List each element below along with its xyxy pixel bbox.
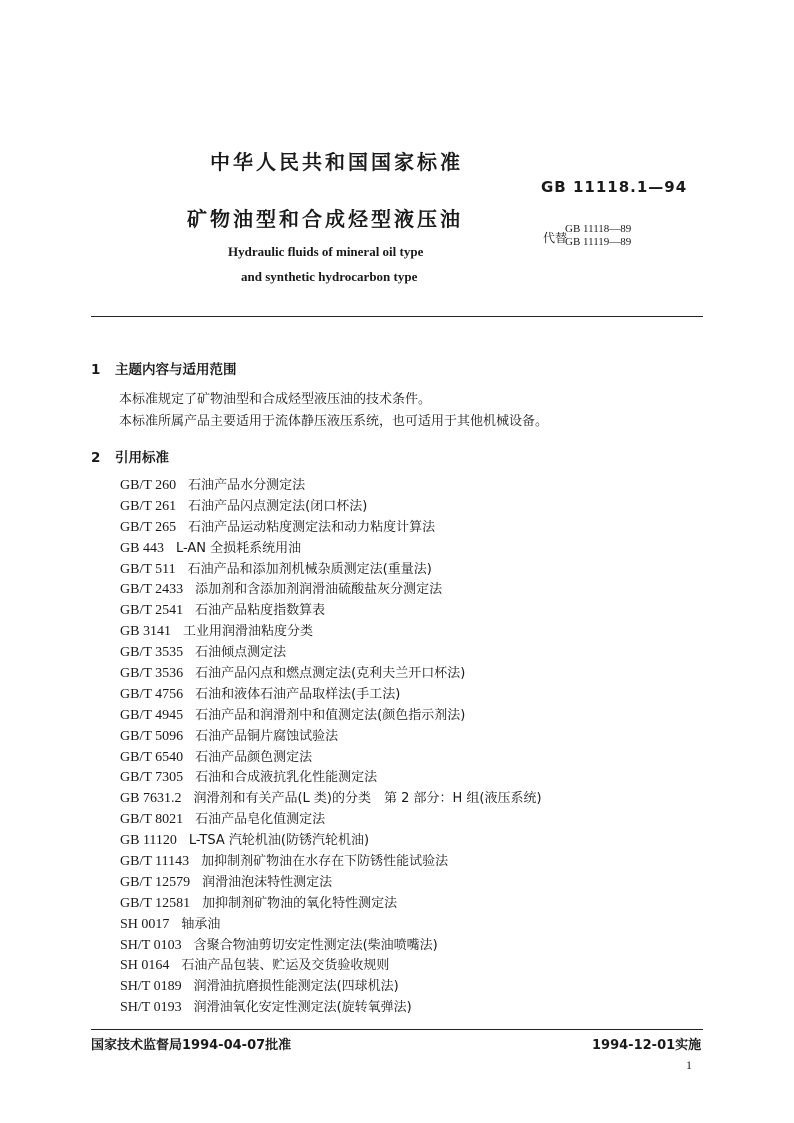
section-2-heading <box>91 446 169 466</box>
reference-code: GB/T 12579 <box>120 874 191 890</box>
reference-code: GB/T 4756 <box>120 686 184 702</box>
section-1-heading <box>91 358 237 378</box>
reference-title: 石油产品和添加剂机械杂质测定法(重量法) <box>187 561 432 577</box>
reference-item <box>120 977 542 998</box>
section-1-paragraph: 本标准所属产品主要适用于流体静压液压系统，也可适用于其他机械设备。 <box>119 414 549 429</box>
reference-item <box>120 727 542 748</box>
footer-divider <box>91 1029 703 1030</box>
reference-title: 加抑制剂矿物油的氧化特性测定法 <box>202 895 398 911</box>
reference-code: GB/T 11143 <box>120 854 190 870</box>
reference-code: GB/T 6540 <box>120 749 184 765</box>
reference-title: L-TSA 汽轮机油(防锈汽轮机油) <box>188 833 370 849</box>
section-number: 2 <box>91 450 101 466</box>
reference-code: GB/T 4945 <box>120 707 184 723</box>
reference-code: SH 0164 <box>120 958 170 974</box>
reference-item <box>120 936 542 957</box>
reference-title: 石油倾点测定法 <box>195 645 287 661</box>
reference-item <box>120 685 542 706</box>
replaces-label: 代替 <box>543 231 568 245</box>
reference-item <box>120 915 542 936</box>
reference-item <box>120 580 542 601</box>
reference-code: SH/T 0103 <box>120 937 182 953</box>
reference-title: 工业用润滑油粘度分类 <box>182 624 313 640</box>
document-title-zh: 矿物油型和合成烃型液压油 <box>187 207 463 231</box>
section-number: 1 <box>91 362 101 378</box>
reference-code: SH/T 0193 <box>120 1000 182 1016</box>
reference-title: 石油产品皂化值测定法 <box>195 812 326 828</box>
standard-number: GB 11118.1—94 <box>541 178 688 196</box>
reference-title: 含聚合物油剪切安定性测定法(柴油喷嘴法) <box>193 937 438 953</box>
reference-item <box>120 873 542 894</box>
reference-code: GB/T 2541 <box>120 603 184 619</box>
reference-item <box>120 643 542 664</box>
reference-title: 润滑油抗磨损性能测定法(四球机法) <box>193 979 399 995</box>
reference-code: SH/T 0189 <box>120 979 182 995</box>
reference-item <box>120 497 542 518</box>
reference-item <box>120 476 542 497</box>
reference-title: 石油产品闪点测定法(闭口杯法) <box>188 498 368 514</box>
reference-item <box>120 852 542 873</box>
implementation-date: 1994-12-01实施 <box>592 1038 702 1053</box>
reference-item <box>120 748 542 769</box>
reference-code: SH 0017 <box>120 916 170 932</box>
reference-title: 石油产品运动粘度测定法和动力粘度计算法 <box>188 519 436 535</box>
reference-title: 石油产品颜色测定法 <box>195 749 313 765</box>
reference-title: 轴承油 <box>181 916 221 932</box>
approval-line: 国家技术监督局1994-04-07批准 <box>91 1038 292 1053</box>
reference-item <box>120 622 542 643</box>
section-title: 主题内容与适用范围 <box>115 362 237 378</box>
replaced-standard: GB 11118—89 <box>565 223 632 235</box>
reference-item <box>120 998 542 1019</box>
reference-code: GB/T 511 <box>120 561 176 577</box>
reference-code: GB/T 12581 <box>120 895 191 911</box>
page-number: 1 <box>686 1058 692 1072</box>
reference-title: 润滑油氧化安定性测定法(旋转氧弹法) <box>193 1000 412 1016</box>
reference-code: GB/T 3535 <box>120 645 184 661</box>
reference-item <box>120 956 542 977</box>
replaced-standard: GB 11119—89 <box>565 236 632 248</box>
reference-code: GB/T 261 <box>120 498 177 514</box>
reference-title: 石油产品水分测定法 <box>188 478 306 493</box>
document-title-en-line1: Hydraulic fluids of mineral oil type <box>228 244 424 259</box>
reference-code: GB/T 265 <box>120 519 177 535</box>
reference-code: GB/T 7305 <box>120 770 184 786</box>
reference-code: GB/T 8021 <box>120 812 184 828</box>
reference-title: 石油产品和润滑剂中和值测定法(颜色指示剂法) <box>195 707 466 723</box>
reference-code: GB/T 2433 <box>120 582 184 598</box>
reference-code: GB/T 3536 <box>120 666 184 682</box>
reference-item <box>120 768 542 789</box>
issuer-title: 中华人民共和国国家标准 <box>210 150 463 174</box>
reference-item <box>120 831 542 852</box>
reference-title: 石油和合成液抗乳化性能测定法 <box>195 770 378 786</box>
reference-code: GB 7631.2 <box>120 791 182 807</box>
reference-item <box>120 894 542 915</box>
reference-item <box>120 664 542 685</box>
reference-code: GB 443 <box>120 540 164 556</box>
reference-item <box>120 789 542 810</box>
section-title: 引用标准 <box>115 450 169 466</box>
reference-title: 石油产品闪点和燃点测定法(克利夫兰开口杯法) <box>195 666 466 682</box>
reference-title: L-AN 全损耗系统用油 <box>175 540 302 556</box>
reference-item <box>120 560 542 581</box>
section-1-paragraph: 本标准规定了矿物油型和合成烃型液压油的技术条件。 <box>119 392 432 407</box>
reference-title: 加抑制剂矿物油在水存在下防锈性能试验法 <box>201 854 449 870</box>
reference-title: 石油和液体石油产品取样法(手工法) <box>195 686 401 702</box>
reference-code: GB 3141 <box>120 624 171 640</box>
header-divider <box>91 316 703 317</box>
reference-title: 石油产品铜片腐蚀试验法 <box>195 728 339 744</box>
reference-list <box>120 476 542 1019</box>
reference-title: 润滑剂和有关产品(L 类)的分类 第 2 部分：H 组(液压系统) <box>193 791 542 807</box>
document-title-en-line2: and synthetic hydrocarbon type <box>241 269 418 284</box>
reference-title: 石油产品粘度指数算表 <box>195 603 326 619</box>
reference-item <box>120 518 542 539</box>
reference-item <box>120 601 542 622</box>
reference-item <box>120 706 542 727</box>
reference-item <box>120 810 542 831</box>
reference-code: GB/T 5096 <box>120 728 184 744</box>
reference-title: 添加剂和含添加剂润滑油硫酸盐灰分测定法 <box>195 582 443 598</box>
reference-title: 润滑油泡沫特性测定法 <box>202 874 333 890</box>
reference-item <box>120 539 542 560</box>
reference-title: 石油产品包装、贮运及交货验收规则 <box>181 958 390 974</box>
reference-code: GB/T 260 <box>120 478 177 493</box>
reference-code: GB 11120 <box>120 833 177 849</box>
